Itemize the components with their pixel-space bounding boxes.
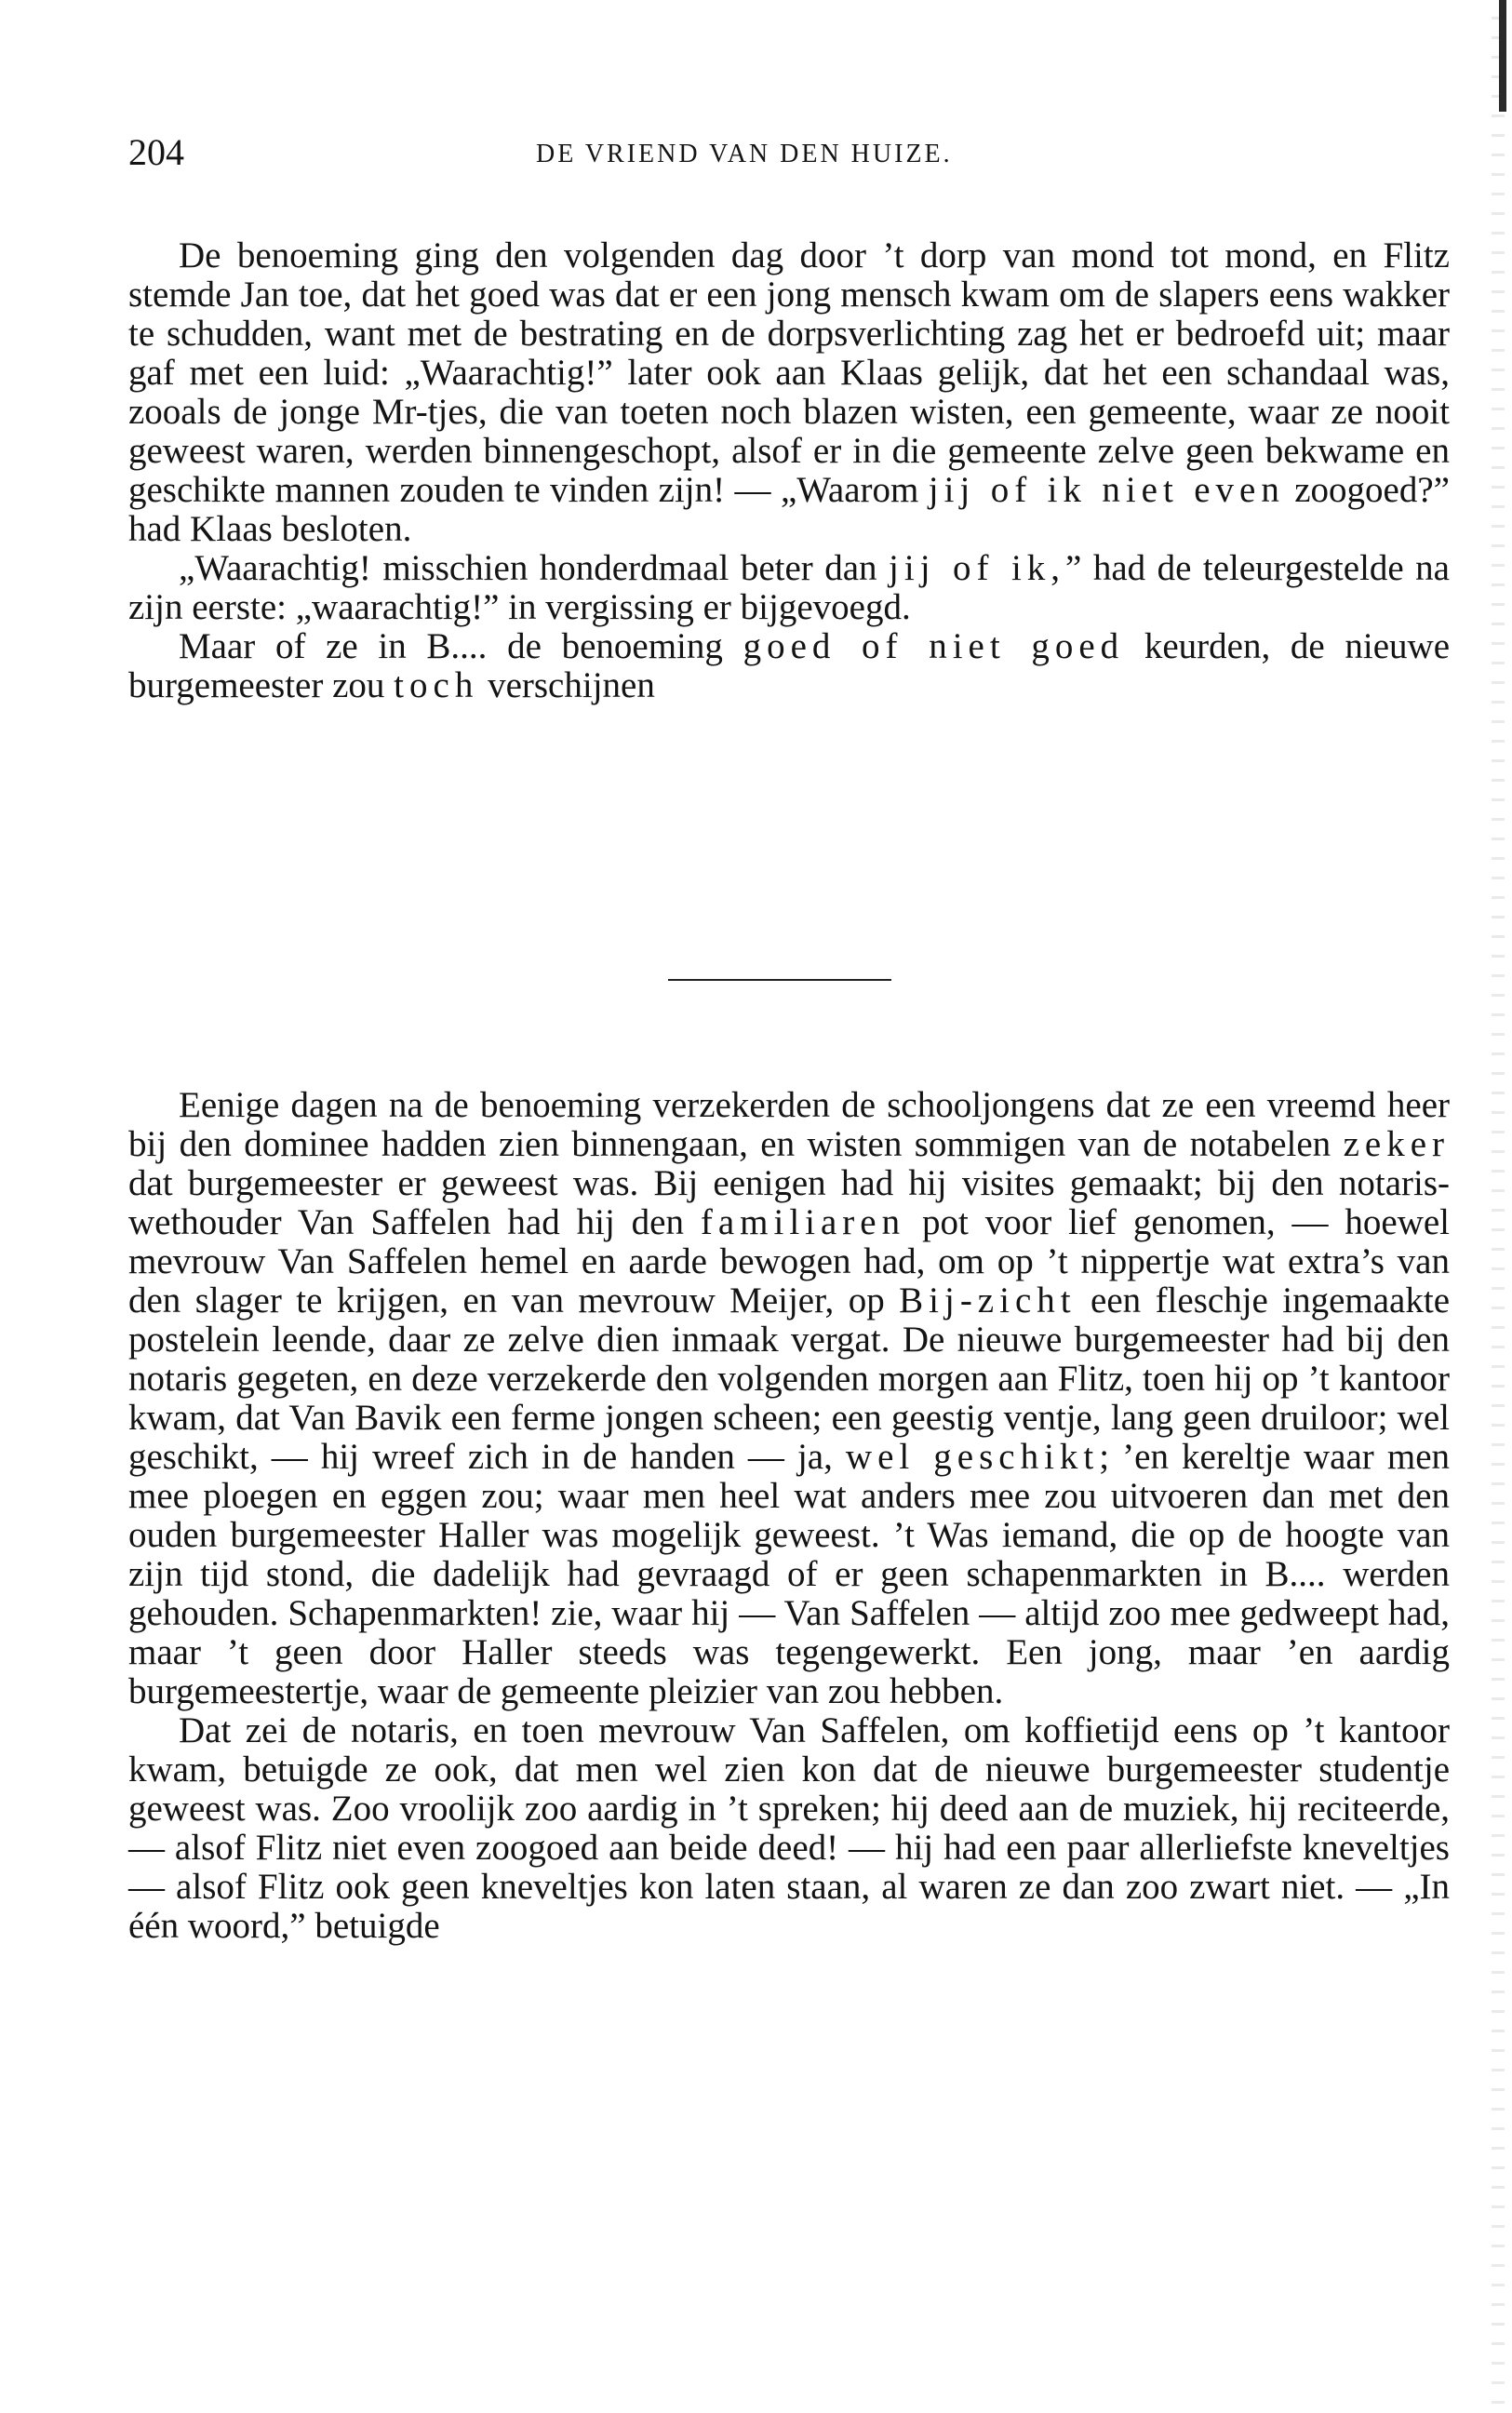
text-run: „Waarachtig! misschien honderdmaal beter dan xyxy=(179,548,890,588)
spaced-emphasis: jij of ik niet even xyxy=(928,470,1285,510)
text-section-1 xyxy=(128,236,1450,705)
paragraph xyxy=(128,1086,1450,1711)
spaced-emphasis: goed of niet goed xyxy=(743,626,1125,666)
text-run: ; ’en kereltje waar men mee ploegen en eggen zou; waar men heel wat anders mee zou uitvoeren dan met den ouden burgemeester Haller was mogelijk geweest. ’t Was iemand, die op de hoogte van zijn tijd stond, die dadelijk had gevraagd of er geen schapenmarkten in B.... werden gehouden. Schapenmarkten! zie, waar hij — Van Saffelen — altijd zoo mee gedweept had, maar ’t geen door Haller steeds was tegengewerkt. Een jong, maar ’en aardig burgemeestertje, waar de gemeente pleizier van zou hebben. xyxy=(128,1437,1450,1711)
page-edge-dark-mark xyxy=(1499,0,1506,112)
text-run: pot voor lief genomen, — hoewel mevrouw Van Saffelen hemel en aarde bewogen had, om op ’t nippertje wat extra’s van den slager te krijgen, en van mevrouw Meijer, op xyxy=(128,1202,1450,1320)
paragraph xyxy=(128,627,1450,705)
running-title: DE VRIEND VAN DEN HUIZE. xyxy=(536,140,953,168)
text-run: ” had de teleurgestelde na zijn eerste: „waarachtig!” in vergissing er bijgevoegd. xyxy=(128,548,1450,627)
section-divider xyxy=(668,979,891,981)
spaced-emphasis: zeker xyxy=(1343,1124,1450,1164)
paragraph xyxy=(128,1711,1450,1946)
paragraph xyxy=(128,236,1450,549)
text-run: keurden, de nieuwe burgemeester zou xyxy=(128,626,1450,705)
text-run: zoogoed?” had Klaas besloten. xyxy=(128,470,1450,549)
text-run: dat burgemeester er geweest was. Bij eenigen had hij visites gemaakt; bij den notaris-wethouder Van Saffelen had hij den xyxy=(128,1163,1450,1242)
text-run: Dat zei de notaris, en toen mevrouw Van Saffelen, om koffietijd eens op ’t kantoor kwam, betuigde ze ook, dat men wel zien kon dat de nieuwe burgemeester studentje geweest was. Zoo vroolijk zoo aardig in ’t spreken; hij deed aan de muziek, hij reciteerde, — alsof Flitz niet even zoogoed aan beide deed! — hij had een paar allerliefste kneveltjes — alsof Flitz ook geen kneveltjes kon laten staan, al waren ze dan zoo zwart niet. — „In één woord,” betuigde xyxy=(128,1710,1450,1946)
text-run: De benoeming ging den volgenden dag door ’t dorp van mond tot mond, en Flitz stemde Jan toe, dat het goed was dat er een jong mensch kwam om de slapers eens wakker te schudden, want met de bestrating en de dorpsverlichting zag het er bedroefd uit; maar gaf met een luid: „Waarachtig!” later ook aan Klaas gelijk, dat het een schandaal was, zooals de jonge Mr-tjes, die van toeten noch blazen wisten, een gemeente, waar ze nooit geweest waren, werden binnengeschopt, alsof er in die gemeente zelve geen bekwame en geschikte mannen zouden te vinden zijn! — „Waarom xyxy=(128,235,1450,510)
text-run: Maar of ze in B.... de benoeming xyxy=(179,626,743,666)
spaced-emphasis: wel geschikt xyxy=(845,1437,1100,1477)
spaced-emphasis: toch xyxy=(394,665,479,705)
spaced-emphasis: jij of ik, xyxy=(889,548,1066,588)
page-number: 204 xyxy=(128,131,184,173)
page-header xyxy=(128,130,1450,177)
page-edge-scan-artifact xyxy=(1492,0,1505,2413)
text-section-2 xyxy=(128,1086,1450,1946)
text-run: een fleschje ingemaakte postelein leende, daar ze zelve dien inmaak vergat. De nieuwe burgemeester had bij den notaris gegeten, en deze verzekerde den volgenden morgen aan Flitz, toen hij op ’t kantoor kwam, dat Van Bavik een ferme jongen scheen; een geestig ventje, lang geen druiloor; wel geschikt, — hij wreef zich in de handen — ja, xyxy=(128,1280,1450,1477)
text-run: Eenige dagen na de benoeming verzekerden de schooljongens dat ze een vreemd heer bij den dominee hadden zien binnengaan, en wisten sommigen van de notabelen xyxy=(128,1085,1450,1164)
spaced-emphasis: Bij-zicht xyxy=(899,1280,1077,1320)
paragraph xyxy=(128,549,1450,627)
spaced-emphasis: familiaren xyxy=(700,1202,906,1242)
text-run: verschijnen xyxy=(478,665,655,705)
